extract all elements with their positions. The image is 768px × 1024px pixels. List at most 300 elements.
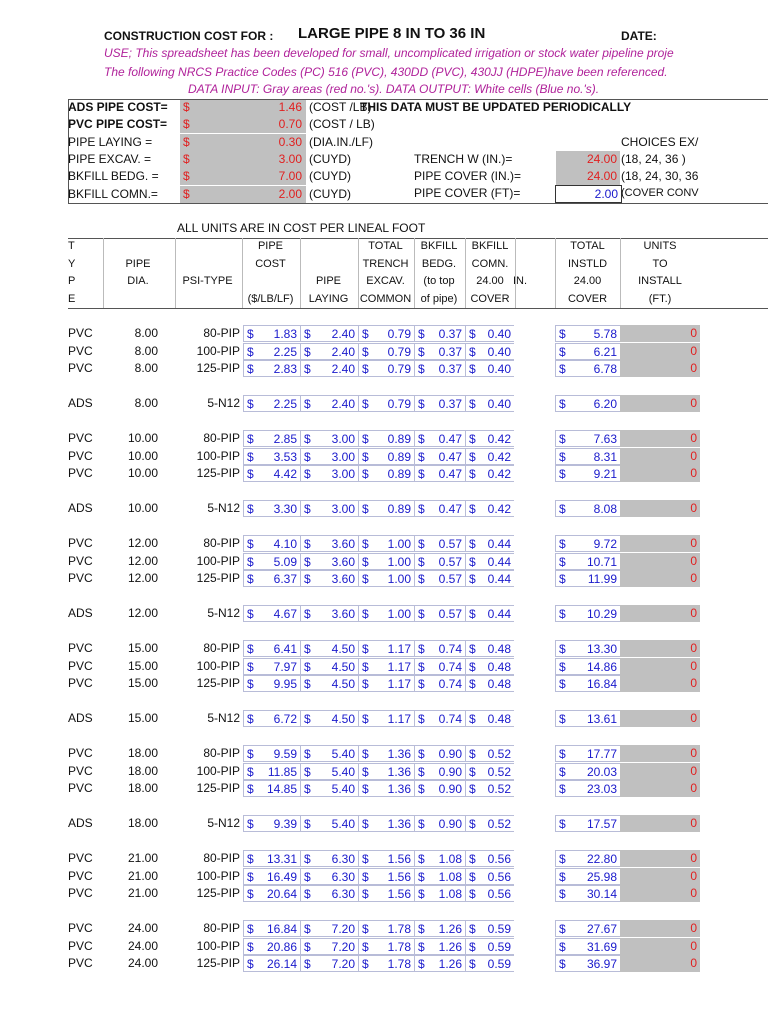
currency-symbol: $	[559, 957, 566, 971]
cell-trench-excav	[358, 553, 414, 570]
cell-trench-excav	[358, 780, 414, 797]
cell-psi-type: 5-N12	[207, 501, 240, 515]
column-header-text: Y	[68, 257, 76, 270]
cell-psi-type: 80-PIP	[203, 851, 240, 865]
note-use: USE; This spreadsheet has been developed for small, uncomplicated irrigation or stock water pipeline proje	[104, 46, 674, 60]
cell-total-installed	[555, 360, 620, 377]
cell-units-input[interactable]: 0	[620, 710, 700, 727]
cell-pipe-cost	[243, 343, 300, 360]
cell-diameter: 8.00	[134, 396, 158, 410]
cell-bkfill-bedg	[414, 605, 465, 622]
cell-value: 1.56	[387, 869, 411, 884]
cell-value: 0.52	[487, 747, 511, 761]
cell-units-input[interactable]: 0	[620, 745, 700, 762]
column-header-text	[505, 256, 535, 274]
column-header-total	[555, 238, 620, 308]
cell-type: PVC	[68, 431, 93, 445]
cell-type: PVC	[68, 641, 93, 655]
cell-trench-excav	[358, 430, 414, 447]
cell-psi-type: 80-PIP	[203, 536, 240, 550]
trench-width-input[interactable]: 24.00	[556, 151, 620, 168]
cell-pipe-cost	[243, 570, 300, 587]
cell-value: 5.40	[331, 747, 355, 761]
cell-value: 0.47	[438, 502, 462, 516]
cell-bkfill-comn	[465, 325, 514, 342]
cell-psi-type: 80-PIP	[203, 641, 240, 655]
cell-units-input[interactable]: 0	[620, 815, 700, 832]
currency-symbol: $	[559, 642, 566, 656]
cell-pipe-cost	[243, 763, 300, 780]
cell-type: PVC	[68, 851, 93, 865]
column-header-text: PIPE	[257, 240, 284, 252]
cell-value: 1.17	[387, 712, 411, 726]
cell-bkfill-bedg	[414, 570, 465, 587]
cell-value: 17.77	[586, 747, 617, 761]
cell-units-input[interactable]: 0	[620, 640, 700, 657]
cell-value: 9.59	[273, 747, 297, 761]
currency-symbol: $	[183, 117, 190, 132]
column-header-text: UNITS	[643, 240, 677, 252]
divider	[515, 238, 516, 308]
cell-value: 1.08	[438, 869, 462, 884]
cell-units-input[interactable]: 0	[620, 430, 700, 447]
input-value: 3.00	[278, 151, 302, 166]
cell-trench-excav	[358, 763, 414, 780]
cell-value: 5.40	[331, 764, 355, 779]
cell-pipe-laying	[300, 535, 358, 552]
cell-value: 20.86	[266, 939, 297, 954]
currency-symbol: $	[362, 607, 369, 621]
cell-value: 3.00	[331, 432, 355, 446]
cell-units-input[interactable]: 0	[620, 780, 700, 797]
cell-units-input[interactable]: 0	[620, 325, 700, 342]
currency-symbol: $	[304, 677, 311, 691]
cell-value: 1.08	[438, 852, 462, 866]
currency-symbol: $	[418, 677, 425, 691]
cell-value: 16.84	[586, 677, 617, 691]
cell-pipe-laying	[300, 675, 358, 692]
cell-value: 8.08	[593, 502, 617, 516]
note-data-input: DATA INPUT: Gray areas (red no.'s). DATA OUTPUT: White cells (Blue no.'s).	[188, 82, 600, 96]
cell-bkfill-bedg	[414, 920, 465, 937]
cell-bkfill-bedg	[414, 465, 465, 482]
page-title: LARGE PIPE 8 IN TO 36 IN	[298, 25, 486, 42]
cell-trench-excav	[358, 658, 414, 675]
cell-value: 6.30	[331, 852, 355, 866]
cell-value: 31.69	[586, 939, 617, 954]
table-row	[68, 570, 768, 588]
cell-units-input[interactable]: 0	[620, 570, 700, 587]
cell-trench-excav	[358, 815, 414, 832]
cell-value: 16.84	[266, 922, 297, 936]
cell-bkfill-bedg	[414, 360, 465, 377]
cell-pipe-cost	[243, 710, 300, 727]
column-header-text	[103, 291, 173, 309]
cell-psi-type: 5-N12	[207, 711, 240, 725]
cell-value: 0.42	[487, 502, 511, 516]
cell-value: 5.78	[593, 327, 617, 341]
cell-diameter: 8.00	[134, 361, 158, 375]
cell-diameter: 21.00	[127, 851, 158, 865]
column-header-text	[300, 238, 357, 256]
cell-bkfill-bedg	[414, 955, 465, 972]
cell-value: 0.37	[438, 327, 462, 341]
cell-units-input[interactable]: 0	[620, 500, 700, 517]
cell-value: 1.17	[387, 677, 411, 691]
table-row	[68, 360, 768, 378]
currency-symbol: $	[469, 344, 476, 359]
column-header-text: COVER	[567, 292, 608, 305]
cell-total-installed	[555, 885, 620, 902]
cell-units-input[interactable]: 0	[620, 448, 700, 465]
cell-value: 22.80	[586, 852, 617, 866]
cell-pipe-laying	[300, 850, 358, 867]
cell-value: 0.89	[387, 449, 411, 464]
cell-bkfill-comn	[465, 710, 514, 727]
cost-label: CONSTRUCTION COST FOR :	[104, 29, 274, 43]
currency-symbol: $	[362, 362, 369, 376]
column-header-text: DIA.	[127, 275, 149, 287]
cell-value: 7.63	[593, 432, 617, 446]
currency-symbol: $	[418, 712, 425, 726]
currency-symbol: $	[469, 922, 476, 936]
cell-total-installed	[555, 430, 620, 447]
choices-label: CHOICES EX/	[621, 135, 699, 149]
cell-psi-type: 100-PIP	[196, 448, 240, 463]
units-note: ALL UNITS ARE IN COST PER LINEAL FOOT	[177, 221, 426, 235]
cell-bkfill-comn	[465, 938, 514, 955]
cell-value: 10.71	[586, 554, 617, 569]
currency-symbol: $	[559, 432, 566, 446]
cell-total-installed	[555, 675, 620, 692]
cell-total-installed	[555, 343, 620, 360]
cell-units-input[interactable]: 0	[620, 605, 700, 622]
cell-units-input[interactable]: 0	[620, 850, 700, 867]
currency-symbol: $	[418, 659, 425, 674]
cell-value: 5.40	[331, 817, 355, 831]
cell-type: ADS	[68, 711, 93, 725]
cell-diameter: 8.00	[134, 343, 158, 358]
cell-bkfill-bedg	[414, 938, 465, 955]
currency-symbol: $	[304, 817, 311, 831]
cell-total-installed	[555, 465, 620, 482]
input-value: 2.00	[278, 186, 302, 201]
cell-value: 1.36	[387, 782, 411, 796]
column-header-psi	[175, 238, 240, 308]
input-unit: (COST /LB)	[309, 100, 372, 114]
cell-value: 0.40	[487, 397, 511, 411]
cell-type: PVC	[68, 553, 93, 568]
currency-symbol: $	[247, 344, 254, 359]
cell-value: 2.85	[273, 432, 297, 446]
cell-bkfill-bedg	[414, 710, 465, 727]
cell-type: PVC	[68, 326, 93, 340]
cell-pipe-laying	[300, 448, 358, 465]
cell-units-input[interactable]: 0	[620, 343, 700, 360]
currency-symbol: $	[559, 747, 566, 761]
input-cost-field[interactable]	[180, 99, 306, 116]
cell-bkfill-bedg	[414, 850, 465, 867]
column-header-type	[68, 238, 98, 308]
cell-psi-type: 100-PIP	[196, 868, 240, 883]
currency-symbol: $	[304, 957, 311, 971]
cell-bkfill-comn	[465, 500, 514, 517]
currency-symbol: $	[469, 852, 476, 866]
currency-symbol: $	[559, 817, 566, 831]
currency-symbol: $	[304, 572, 311, 586]
currency-symbol: $	[304, 344, 311, 359]
cell-pipe-cost	[243, 465, 300, 482]
cell-value: 0.90	[438, 747, 462, 761]
cell-pipe-cost	[243, 448, 300, 465]
cell-diameter: 10.00	[127, 466, 158, 480]
currency-symbol: $	[362, 712, 369, 726]
cell-diameter: 12.00	[127, 553, 158, 568]
currency-symbol: $	[183, 186, 190, 201]
cell-psi-type: 5-N12	[207, 396, 240, 410]
cell-psi-type: 125-PIP	[196, 361, 240, 375]
pipe-cover-in-input[interactable]: 24.00	[556, 168, 620, 185]
trench-width-label: TRENCH W (IN.)=	[414, 152, 513, 166]
column-header-text: COST	[255, 257, 286, 270]
currency-symbol: $	[559, 852, 566, 866]
currency-symbol: $	[304, 869, 311, 884]
cell-pipe-laying	[300, 815, 358, 832]
cell-value: 0.44	[487, 607, 511, 621]
currency-symbol: $	[559, 659, 566, 674]
currency-symbol: $	[559, 467, 566, 481]
cell-diameter: 18.00	[127, 816, 158, 830]
cell-pipe-laying	[300, 553, 358, 570]
cell-pipe-laying	[300, 640, 358, 657]
input-cost-field[interactable]	[180, 116, 306, 133]
currency-symbol: $	[183, 151, 190, 166]
cell-pipe-laying	[300, 885, 358, 902]
cell-type: PVC	[68, 343, 93, 358]
cell-trench-excav	[358, 605, 414, 622]
currency-symbol: $	[304, 782, 311, 796]
currency-symbol: $	[304, 432, 311, 446]
currency-symbol: $	[418, 957, 425, 971]
cell-value: 0.48	[487, 642, 511, 656]
column-header-cost	[242, 238, 299, 308]
cell-value: 1.36	[387, 764, 411, 779]
cell-value: 9.21	[593, 467, 617, 481]
cell-units-input[interactable]: 0	[620, 395, 700, 412]
currency-symbol: $	[247, 554, 254, 569]
cell-value: 7.20	[331, 957, 355, 971]
cell-pipe-cost	[243, 605, 300, 622]
cell-trench-excav	[358, 465, 414, 482]
currency-symbol: $	[247, 782, 254, 796]
cell-pipe-cost	[243, 745, 300, 762]
column-header-text: IN.	[512, 275, 528, 287]
currency-symbol: $	[362, 887, 369, 901]
cell-trench-excav	[358, 448, 414, 465]
input-value: 0.30	[278, 134, 302, 149]
cell-value: 0.52	[487, 764, 511, 779]
currency-symbol: $	[183, 100, 190, 114]
cell-value: 0.74	[438, 659, 462, 674]
column-header-text	[505, 238, 535, 256]
currency-symbol: $	[559, 677, 566, 691]
cell-bkfill-comn	[465, 955, 514, 972]
cell-value: 0.48	[487, 659, 511, 674]
cell-type: PVC	[68, 361, 93, 375]
cell-pipe-cost	[243, 395, 300, 412]
currency-symbol: $	[362, 957, 369, 971]
input-label: BKFILL BEDG. =	[68, 169, 159, 184]
cell-bkfill-comn	[465, 868, 514, 885]
cell-value: 0.56	[487, 869, 511, 884]
cell-type: PVC	[68, 886, 93, 900]
cell-value: 6.21	[593, 344, 617, 359]
currency-symbol: $	[362, 939, 369, 954]
cell-diameter: 15.00	[127, 658, 158, 673]
currency-symbol: $	[469, 939, 476, 954]
currency-symbol: $	[362, 659, 369, 674]
currency-symbol: $	[469, 327, 476, 341]
cell-value: 0.44	[487, 537, 511, 551]
cell-units-input[interactable]: 0	[620, 868, 700, 885]
table-row	[68, 395, 768, 413]
currency-symbol: $	[469, 764, 476, 779]
cell-trench-excav	[358, 640, 414, 657]
currency-symbol: $	[183, 134, 190, 149]
cell-value: 0.37	[438, 362, 462, 376]
cell-value: 1.00	[387, 572, 411, 586]
cell-value: 7.97	[273, 659, 297, 674]
currency-symbol: $	[559, 869, 566, 884]
input-cost-field[interactable]	[180, 186, 306, 203]
column-header-text: LAYING	[308, 292, 349, 305]
input-cost-field[interactable]	[180, 151, 306, 168]
cell-value: 0.42	[487, 432, 511, 446]
cell-units-input[interactable]: 0	[620, 955, 700, 972]
cell-units-input[interactable]: 0	[620, 675, 700, 692]
cell-type: PVC	[68, 746, 93, 760]
cell-total-installed	[555, 815, 620, 832]
cell-diameter: 24.00	[127, 956, 158, 970]
currency-symbol: $	[418, 537, 425, 551]
currency-symbol: $	[418, 782, 425, 796]
cell-units-input[interactable]: 0	[620, 920, 700, 937]
cell-bkfill-comn	[465, 745, 514, 762]
cell-value: 2.83	[273, 362, 297, 376]
currency-symbol: $	[247, 607, 254, 621]
currency-symbol: $	[559, 344, 566, 359]
cell-units-input[interactable]: 0	[620, 360, 700, 377]
cell-value: 1.36	[387, 817, 411, 831]
input-cost-field[interactable]	[180, 168, 306, 185]
cell-value: 6.20	[593, 397, 617, 411]
cell-units-input[interactable]: 0	[620, 658, 700, 675]
cell-bkfill-comn	[465, 675, 514, 692]
currency-symbol: $	[469, 467, 476, 481]
cell-units-input[interactable]: 0	[620, 535, 700, 552]
cell-units-input[interactable]: 0	[620, 938, 700, 955]
column-header-text	[103, 238, 173, 256]
cell-total-installed	[555, 763, 620, 780]
cell-value: 3.00	[331, 449, 355, 464]
cell-units-input[interactable]: 0	[620, 465, 700, 482]
cell-diameter: 24.00	[127, 921, 158, 935]
cell-pipe-cost	[243, 325, 300, 342]
cell-trench-excav	[358, 745, 414, 762]
currency-symbol: $	[304, 659, 311, 674]
cell-value: 0.52	[487, 817, 511, 831]
cell-trench-excav	[358, 868, 414, 885]
cell-bkfill-bedg	[414, 535, 465, 552]
input-cost-field[interactable]	[180, 134, 306, 151]
currency-symbol: $	[247, 852, 254, 866]
cell-pipe-cost	[243, 885, 300, 902]
currency-symbol: $	[247, 922, 254, 936]
currency-symbol: $	[469, 607, 476, 621]
cell-value: 4.42	[273, 467, 297, 481]
cell-value: 2.40	[331, 327, 355, 341]
cell-value: 3.60	[331, 554, 355, 569]
cell-diameter: 24.00	[127, 938, 158, 953]
cell-value: 13.31	[266, 852, 297, 866]
cell-total-installed	[555, 920, 620, 937]
column-header-bedg	[414, 238, 464, 308]
divider	[68, 99, 69, 203]
cell-units-input[interactable]: 0	[620, 553, 700, 570]
cell-type: PVC	[68, 466, 93, 480]
input-unit: (CUYD)	[309, 169, 351, 184]
cell-type: ADS	[68, 816, 93, 830]
cell-value: 1.26	[438, 922, 462, 936]
cell-diameter: 21.00	[127, 868, 158, 883]
cell-units-input[interactable]: 0	[620, 763, 700, 780]
cell-value: 4.50	[331, 677, 355, 691]
cell-pipe-laying	[300, 658, 358, 675]
column-header-in	[505, 238, 535, 308]
column-header-text	[505, 291, 535, 309]
cell-bkfill-bedg	[414, 553, 465, 570]
column-header-text: COVER	[470, 292, 510, 305]
cell-units-input[interactable]: 0	[620, 885, 700, 902]
column-header-text	[175, 256, 240, 274]
input-label: PIPE EXCAV. =	[68, 151, 152, 166]
currency-symbol: $	[247, 712, 254, 726]
cell-value: 3.60	[331, 537, 355, 551]
cell-value: 4.50	[331, 659, 355, 674]
cell-value: 10.29	[586, 607, 617, 621]
currency-symbol: $	[362, 764, 369, 779]
currency-symbol: $	[559, 782, 566, 796]
currency-symbol: $	[559, 449, 566, 464]
table-row	[68, 938, 768, 956]
cell-value: 23.03	[586, 782, 617, 796]
cell-trench-excav	[358, 343, 414, 360]
cell-psi-type: 100-PIP	[196, 343, 240, 358]
cell-type: PVC	[68, 658, 93, 673]
currency-symbol: $	[469, 747, 476, 761]
cell-diameter: 12.00	[127, 571, 158, 585]
currency-symbol: $	[418, 397, 425, 411]
cell-psi-type: 125-PIP	[196, 466, 240, 480]
currency-symbol: $	[304, 939, 311, 954]
cell-value: 1.08	[438, 887, 462, 901]
currency-symbol: $	[247, 642, 254, 656]
column-header-text: COMN.	[471, 257, 509, 270]
cell-total-installed	[555, 640, 620, 657]
cell-diameter: 18.00	[127, 746, 158, 760]
cell-bkfill-comn	[465, 395, 514, 412]
cell-type: ADS	[68, 606, 93, 620]
